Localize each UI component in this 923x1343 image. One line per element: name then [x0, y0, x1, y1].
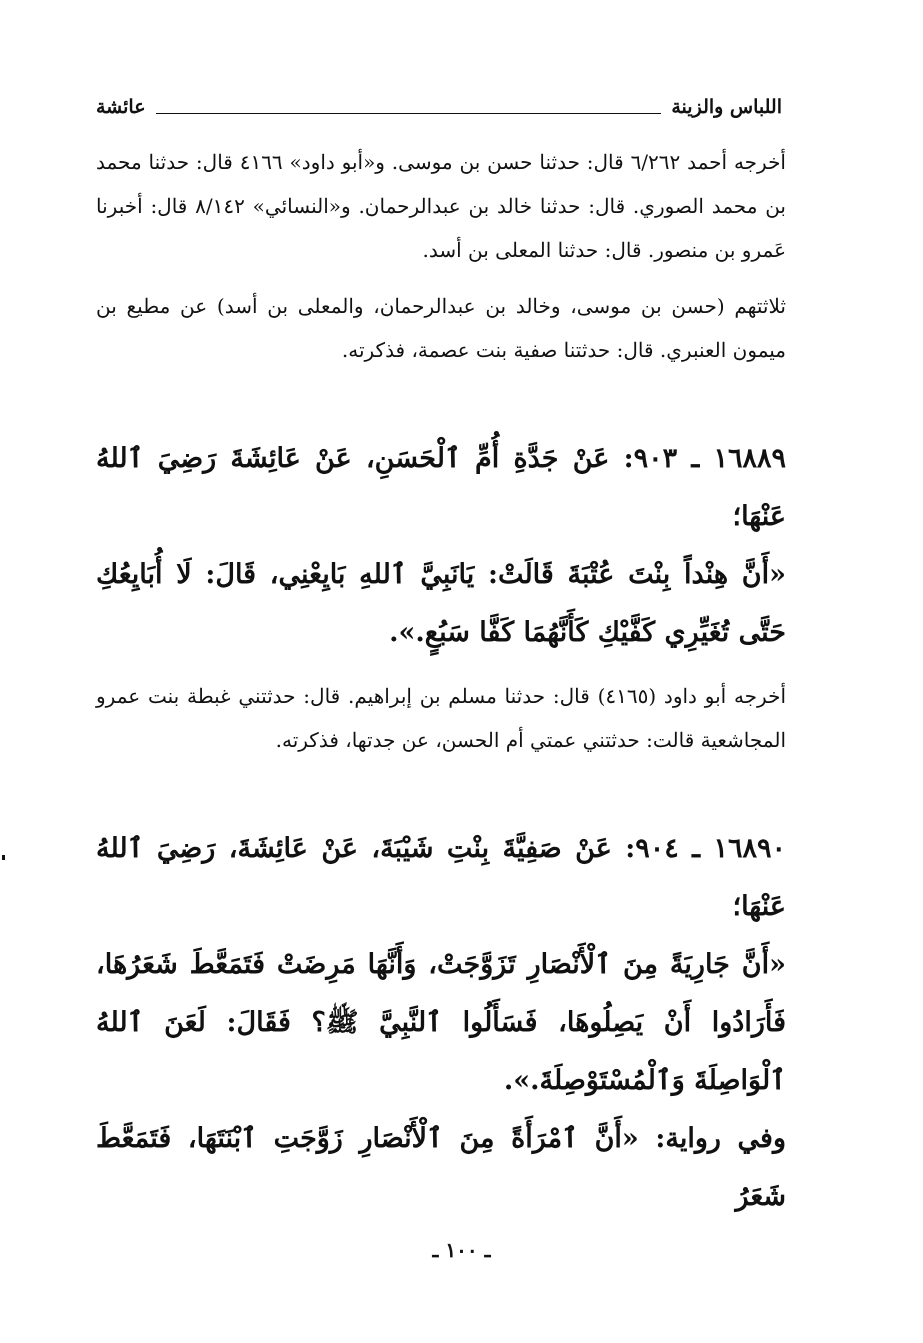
chapter-name: عائشة [96, 96, 146, 118]
hadith-heading: ١٦٨٨٩ ـ ٩٠٣: عَنْ جَدَّةِ أُمِّ ٱلْحَسَنِ، عَنْ عَائِشَةَ رَضِيَ ٱللهُ عَنْهَا؛ [96, 443, 786, 532]
source-paragraph: ثلاثتهم (حسن بن موسى، وخالد بن عبدالرحمان، والمعلى بن أسد) عن مطيع بن ميمون العنبري. قال: حدثتنا صفية بنت عصمة، فذكرته. [96, 294, 786, 362]
hadith-text: «أَنَّ جَارِيَةً مِنَ ٱلْأَنْصَارِ تَزَوَّجَتْ، وَأَنَّهَا مَرِضَتْ فَتَمَعَّطَ شَعَرُهَا، فَأَرَادُوا أَنْ يَصِلُوهَا، فَسَأَلُوا ٱلنَّبِيَّ ﷺ؟ فَقَالَ: لَعَنَ ٱللهُ ٱلْوَاصِلَةَ وَٱلْمُسْتَوْصِلَةَ.». [96, 949, 786, 1096]
scan-mark [2, 855, 5, 860]
page-body [96, 140, 786, 1226]
running-header [96, 92, 782, 122]
section-title: اللباس والزينة [671, 96, 782, 118]
hadith-variant: وفي رواية: «أَنَّ ٱمْرَأَةً مِنَ ٱلْأَنْصَارِ زَوَّجَتِ ٱبْنَتَهَا، فَتَمَعَّطَ شَعَرُ [96, 1123, 786, 1212]
hadith-text: «أَنَّ هِنْداً بِنْتَ عُتْبَةَ قَالَتْ: يَانَبِيَّ ٱللهِ بَايِعْنِي، قَالَ: لَا أُبَايِعُكِ حَتَّى تُغَيِّرِي كَفَّيْكِ كَأَنَّهُمَا كَفَّا سَبُعٍ.». [96, 559, 786, 648]
source-paragraph: أخرجه أحمد ٦/٢٦٢ قال: حدثنا حسن بن موسى. و«أبو داود» ٤١٦٦ قال: حدثنا محمد بن محمد الصوري. قال: حدثنا خالد بن عبدالرحمان. و«النسائي» ٨/١٤٢ قال: أخبرنا عَمرو بن منصور. قال: حدثنا المعلى بن أسد. [96, 150, 786, 262]
page-number: ـ ١٠٠ ـ [432, 1238, 491, 1262]
header-rule [156, 113, 662, 114]
hadith-heading: ١٦٨٩٠ ـ ٩٠٤: عَنْ صَفِيَّةَ بِنْتِ شَيْبَةَ، عَنْ عَائِشَةَ، رَضِيَ ٱللهُ عَنْهَا؛ [96, 833, 787, 922]
source-paragraph: أخرجه أبو داود (٤١٦٥) قال: حدثنا مسلم بن إبراهيم. قال: حدثتني غبطة بنت عمرو المجاشعية قالت: حدثتني عمتي أم الحسن، عن جدتها، فذكرته. [96, 684, 786, 752]
